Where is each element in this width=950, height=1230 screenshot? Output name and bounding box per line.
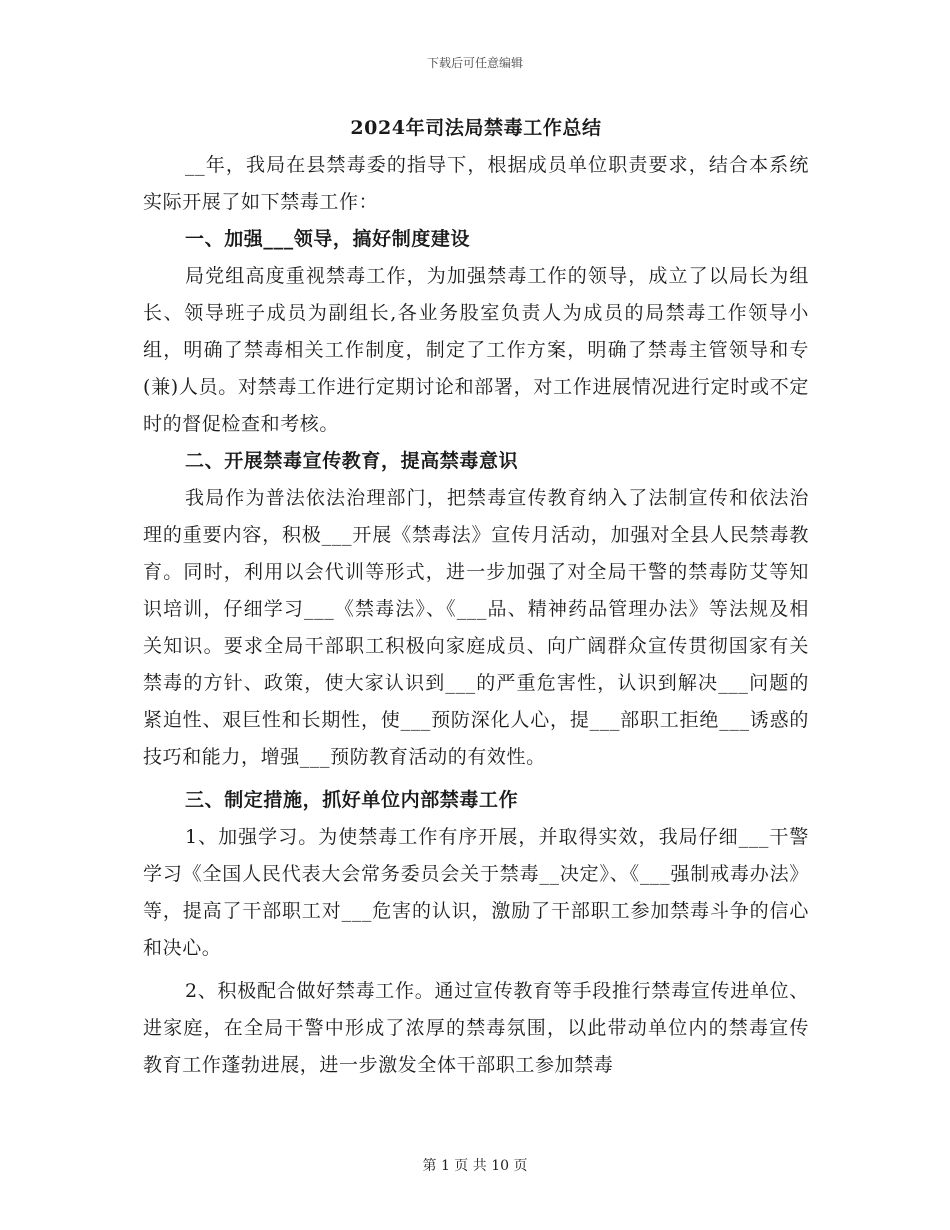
section-1-paragraph: 局党组高度重视禁毒工作，为加强禁毒工作的领导，成立了以局长为组长、领导班子成员为副组长,各业务股室负责人为成员的局禁毒工作领导小组，明确了禁毒相关工作制度，制定了工作方案，明确了禁毒主管领导和专(兼)人员。对禁毒工作进行定期讨论和部署，对工作进展情况进行定时或不定时的督促检查和考核。	[143, 265, 809, 435]
page-number: 第 1 页 共 10 页	[422, 1158, 528, 1174]
section-3-paragraph-2: 2、积极配合做好禁毒工作。通过宣传教育等手段推行禁毒宣传进单位、进家庭，在全局干警中形成了浓厚的禁毒氛围，以此带动单位内的禁毒宣传教育工作蓬勃进展，进一步激发全体干部职工参加禁毒	[143, 980, 809, 1076]
document-title: 2024年司法局禁毒工作总结	[350, 117, 602, 139]
section-2-paragraph: 我局作为普法依法治理部门，把禁毒宣传教育纳入了法制宣传和依法治理的重要内容，积极___开展《禁毒法》宣传月活动，加强对全县人民禁毒教育。同时，利用以会代训等形式，进一步加强了对全局干警的禁毒防艾等知识培训，仔细学习___《禁毒法》、《___品、精神药品管理办法》等法规及相关知识。要求全局干部职工积极向家庭成员、向广阔群众宣传贯彻国家有关禁毒的方针、政策，使大家认识到___的严重危害性，认识到解决___问题的紧迫性、艰巨性和长期性，使___预防深化人心，提___部职工拒绝___诱惑的技巧和能力，增强___预防教育活动的有效性。	[143, 487, 809, 768]
section-3-paragraph-1: 1、加强学习。为使禁毒工作有序开展，并取得实效，我局仔细___干警学习《全国人民代表大会常务委员会关于禁毒__决定》、《___强制戒毒办法》等，提高了干部职工对___危害的认识，激励了干部职工参加禁毒斗争的信心和决心。	[143, 826, 809, 959]
document-body	[143, 110, 809, 1084]
section-3-heading: 三、制定措施，抓好单位内部禁毒工作	[185, 789, 519, 811]
section-1-heading: 一、加强___领导，搞好制度建设	[185, 228, 471, 250]
intro-paragraph: __年，我局在县禁毒委的指导下，根据成员单位职责要求，结合本系统实际开展了如下禁毒工作：	[143, 154, 809, 213]
header-note: 下载后可任意编辑	[426, 56, 523, 70]
section-2-heading: 二、开展禁毒宣传教育，提高禁毒意识	[185, 450, 519, 472]
